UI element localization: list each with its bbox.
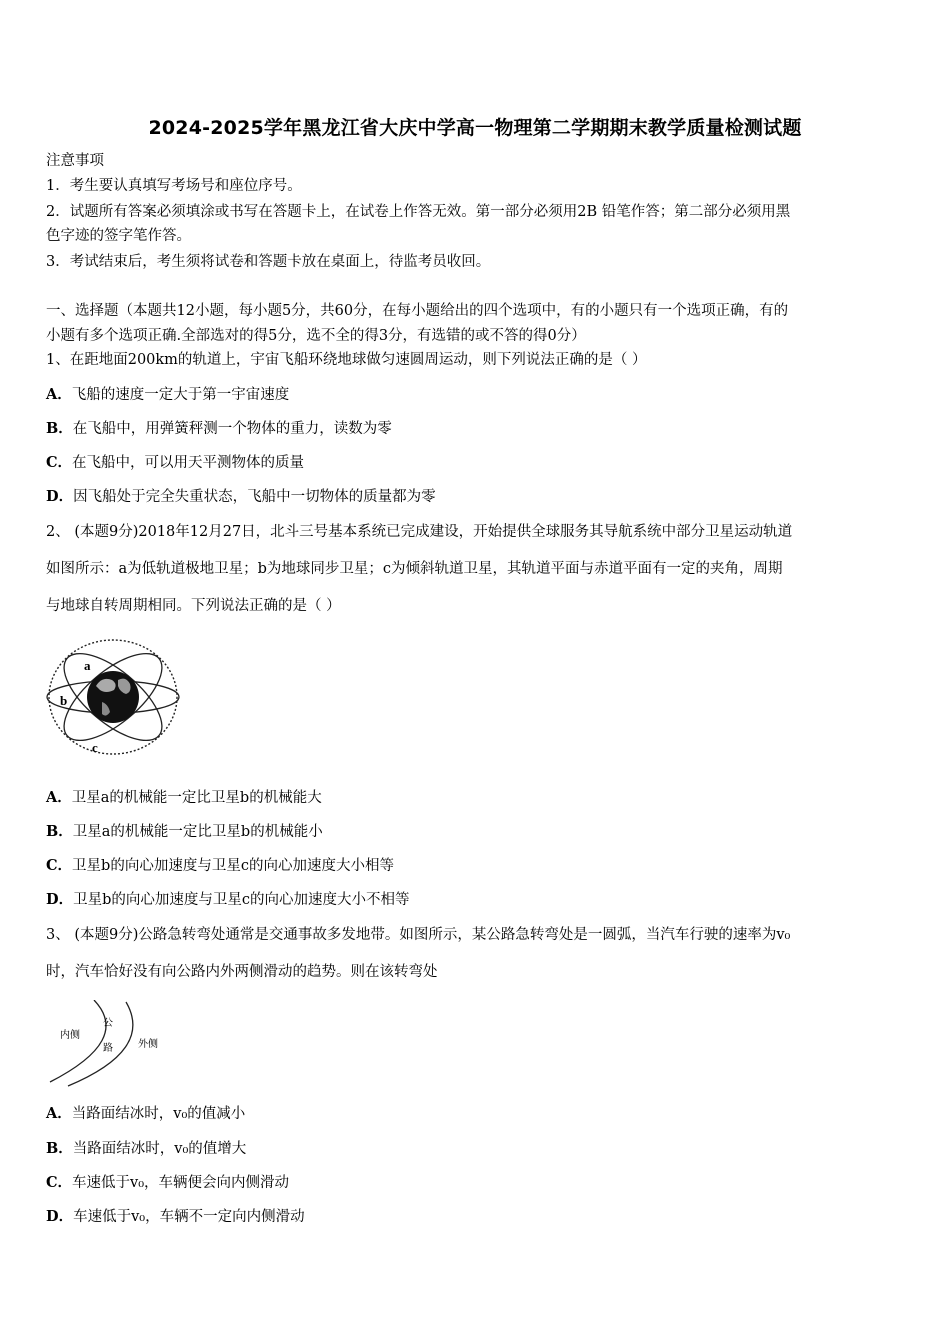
- road-inner-edge: [50, 1000, 106, 1082]
- option-text: 因飞船处于完全失重状态，飞船中一切物体的质量都为零: [73, 489, 436, 505]
- notice-item-2-cont: 色字迹的签字笔作答。: [46, 228, 191, 244]
- notice-item-1: 1．考生要认真填写考场号和座位序号。: [46, 178, 302, 194]
- label-c: c: [92, 740, 98, 755]
- option-text: 卫星a的机械能一定比卫星b的机械能小: [72, 824, 323, 840]
- option-text: 飞船的速度一定大于第一宇宙速度: [71, 387, 290, 403]
- option-text: 当路面结冰时，v₀的值增大: [72, 1141, 247, 1157]
- q3-stem-line2: 时，汽车恰好没有向公路内外两侧滑动的趋势。则在该转弯处: [46, 964, 438, 980]
- q2-stem-line1: 2、 (本题9分)2018年12月27日，北斗三号基本系统已完成建设，开始提供全球服务其导航系统中部分卫星运动轨道: [46, 524, 793, 540]
- q3-option-b: [46, 1139, 906, 1159]
- label-outer: 外侧: [138, 1039, 158, 1050]
- q1-option-b: [46, 419, 906, 439]
- option-label: B．: [46, 823, 73, 840]
- q1-option-d: [46, 487, 906, 507]
- q2-option-c: [46, 856, 906, 876]
- road-curve-figure: [46, 1000, 176, 1090]
- option-label: C．: [46, 857, 73, 874]
- q3-option-d: [46, 1207, 906, 1227]
- label-a: a: [84, 658, 91, 673]
- option-label: C．: [46, 454, 73, 471]
- section-heading-line2: 小题有多个选项正确.全部选对的得5分，选不全的得3分，有选错的或不答的得0分）: [46, 328, 586, 344]
- option-text: 在飞船中，用弹簧秤测一个物体的重力，读数为零: [72, 421, 392, 437]
- option-label: D．: [46, 891, 74, 908]
- q2-option-b: [46, 822, 906, 842]
- q2-stem-line3: 与地球自转周期相同。下列说法正确的是（ ）: [46, 598, 341, 614]
- q2-stem-line2: 如图所示：a为低轨道极地卫星；b为地球同步卫星；c为倾斜轨道卫星，其轨道平面与赤道平面有一定的夹角，周期: [46, 561, 783, 577]
- section-heading-line1: 一、选择题（本题共12小题，每小题5分，共60分，在每小题给出的四个选项中，有的小题只有一个选项正确，有的: [46, 303, 789, 319]
- earth-icon: [87, 671, 139, 723]
- option-text: 卫星b的向心加速度与卫星c的向心加速度大小相等: [72, 858, 394, 874]
- q1-option-c: [46, 453, 906, 473]
- option-text: 车速低于v₀，车辆便会向内侧滑动: [72, 1175, 290, 1191]
- option-label: D．: [46, 1208, 74, 1225]
- notice-heading: 注意事项: [46, 153, 104, 169]
- label-b: b: [60, 693, 68, 708]
- option-label: D．: [46, 488, 74, 505]
- label-road-2: 路: [103, 1043, 113, 1054]
- option-label: B．: [46, 1140, 73, 1157]
- notice-item-3: 3．考试结束后，考生须将试卷和答题卡放在桌面上，待监考员收回。: [46, 254, 491, 270]
- q1-stem: 1、在距地面200km的轨道上，宇宙飞船环绕地球做匀速圆周运动，则下列说法正确的是（ ）: [46, 352, 647, 368]
- option-text: 卫星a的机械能一定比卫星b的机械能大: [71, 790, 322, 806]
- option-label: A．: [46, 386, 72, 403]
- page-title: 2024-2025学年黑龙江省大庆中学高一物理第二学期期末教学质量检测试题: [148, 117, 802, 139]
- option-text: 在飞船中，可以用天平测物体的质量: [72, 455, 305, 471]
- satellite-orbit-figure: [44, 636, 184, 758]
- q2-option-d: [46, 890, 906, 910]
- option-label: C．: [46, 1174, 73, 1191]
- label-inner: 内侧: [60, 1030, 80, 1041]
- notice-item-2: 2．试题所有答案必须填涂或书写在答题卡上，在试卷上作答无效。第一部分必须用2B 铅笔作答；第二部分必须用黑: [46, 204, 791, 220]
- option-text: 卫星b的向心加速度与卫星c的向心加速度大小不相等: [73, 892, 410, 908]
- q3-option-c: [46, 1173, 906, 1193]
- q3-stem-line1: 3、 (本题9分)公路急转弯处通常是交通事故多发地带。如图所示，某公路急转弯处是一圆弧，当汽车行驶的速率为v₀: [46, 927, 791, 943]
- option-label: A．: [46, 789, 72, 806]
- option-text: 当路面结冰时，v₀的值减小: [71, 1106, 246, 1122]
- option-text: 车速低于v₀，车辆不一定向内侧滑动: [73, 1209, 305, 1225]
- q3-option-a: [46, 1104, 906, 1124]
- q1-option-a: [46, 385, 906, 405]
- option-label: B．: [46, 420, 73, 437]
- option-label: A．: [46, 1105, 72, 1122]
- label-road-1: 公: [103, 1018, 113, 1029]
- q2-option-a: [46, 788, 906, 808]
